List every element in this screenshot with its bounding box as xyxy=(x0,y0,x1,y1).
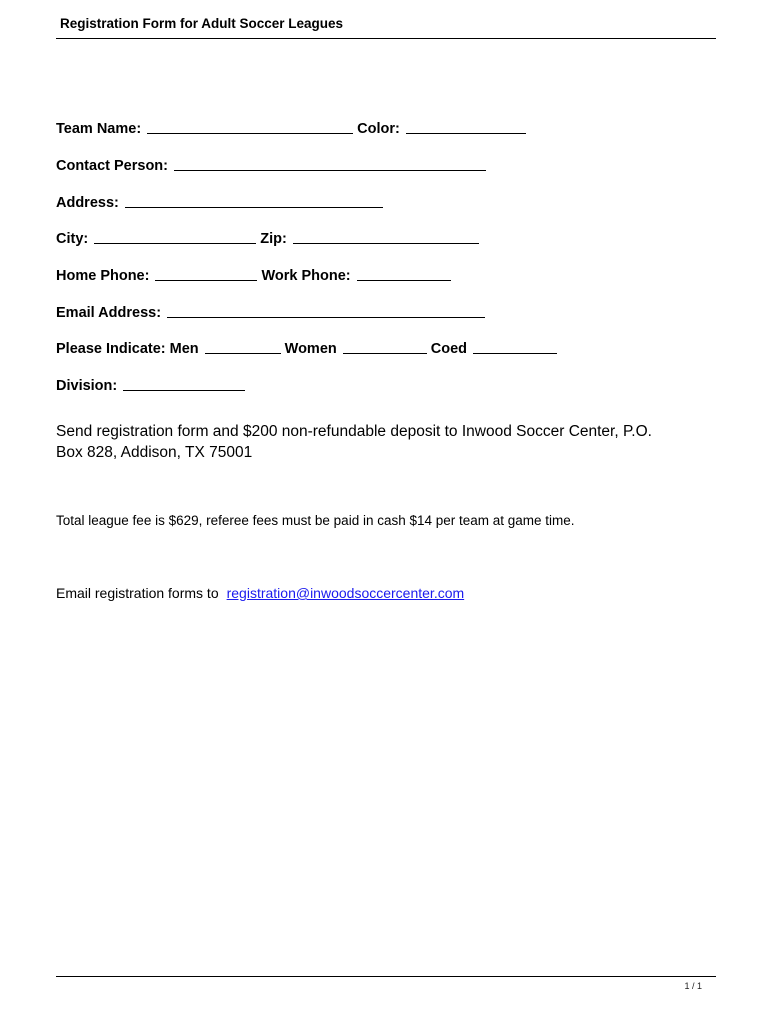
division-row xyxy=(56,375,249,397)
address-label: Address: xyxy=(56,195,119,211)
email-row xyxy=(56,302,489,324)
work-phone-field[interactable] xyxy=(357,266,451,281)
division-field[interactable] xyxy=(123,376,245,391)
home-phone-field[interactable] xyxy=(155,266,257,281)
deposit-line-1: Send registration form and $200 non-refundable deposit to Inwood Soccer Center, P.O. xyxy=(56,423,652,440)
registration-email-link[interactable]: registration@inwoodsoccercenter.com xyxy=(226,585,465,601)
address-row xyxy=(56,192,387,214)
color-field[interactable] xyxy=(406,119,526,134)
deposit-line-2: Box 828, Addison, TX 75001 xyxy=(56,444,253,461)
address-field[interactable] xyxy=(125,193,383,208)
deposit-instructions xyxy=(56,421,652,463)
document-title: Registration Form for Adult Soccer Leagues xyxy=(60,16,344,31)
email-field[interactable] xyxy=(167,303,485,318)
city-label: City: xyxy=(56,231,89,247)
email-instructions xyxy=(56,585,464,601)
zip-field[interactable] xyxy=(293,229,479,244)
contact-person-label: Contact Person: xyxy=(56,158,168,174)
zip-label: Zip: xyxy=(260,231,287,247)
league-fee-text: Total league fee is $629, referee fees must be paid in cash $14 per team at game time. xyxy=(56,513,575,528)
city-field[interactable] xyxy=(94,229,256,244)
women-field[interactable] xyxy=(343,339,427,354)
page-footer xyxy=(56,976,716,991)
coed-label: Coed xyxy=(430,341,467,357)
women-label: Women xyxy=(284,341,337,357)
contact-person-field[interactable] xyxy=(174,156,486,171)
work-phone-label: Work Phone: xyxy=(261,268,351,284)
team-name-field[interactable] xyxy=(147,119,353,134)
color-label: Color: xyxy=(357,121,400,137)
men-field[interactable] xyxy=(205,339,281,354)
home-phone-label: Home Phone: xyxy=(56,268,150,284)
coed-field[interactable] xyxy=(473,339,557,354)
phone-row xyxy=(56,265,455,287)
team-name-row xyxy=(56,118,530,140)
league-type-row xyxy=(56,338,561,360)
division-label: Division: xyxy=(56,378,118,394)
email-instructions-prefix: Email registration forms to xyxy=(56,585,219,601)
page-number: 1 / 1 xyxy=(684,981,702,991)
page-header xyxy=(56,14,716,39)
please-indicate-men-label: Please Indicate: Men xyxy=(56,341,199,357)
city-zip-row xyxy=(56,228,483,250)
contact-person-row xyxy=(56,155,490,177)
email-label: Email Address: xyxy=(56,305,162,321)
team-name-label: Team Name: xyxy=(56,121,142,137)
